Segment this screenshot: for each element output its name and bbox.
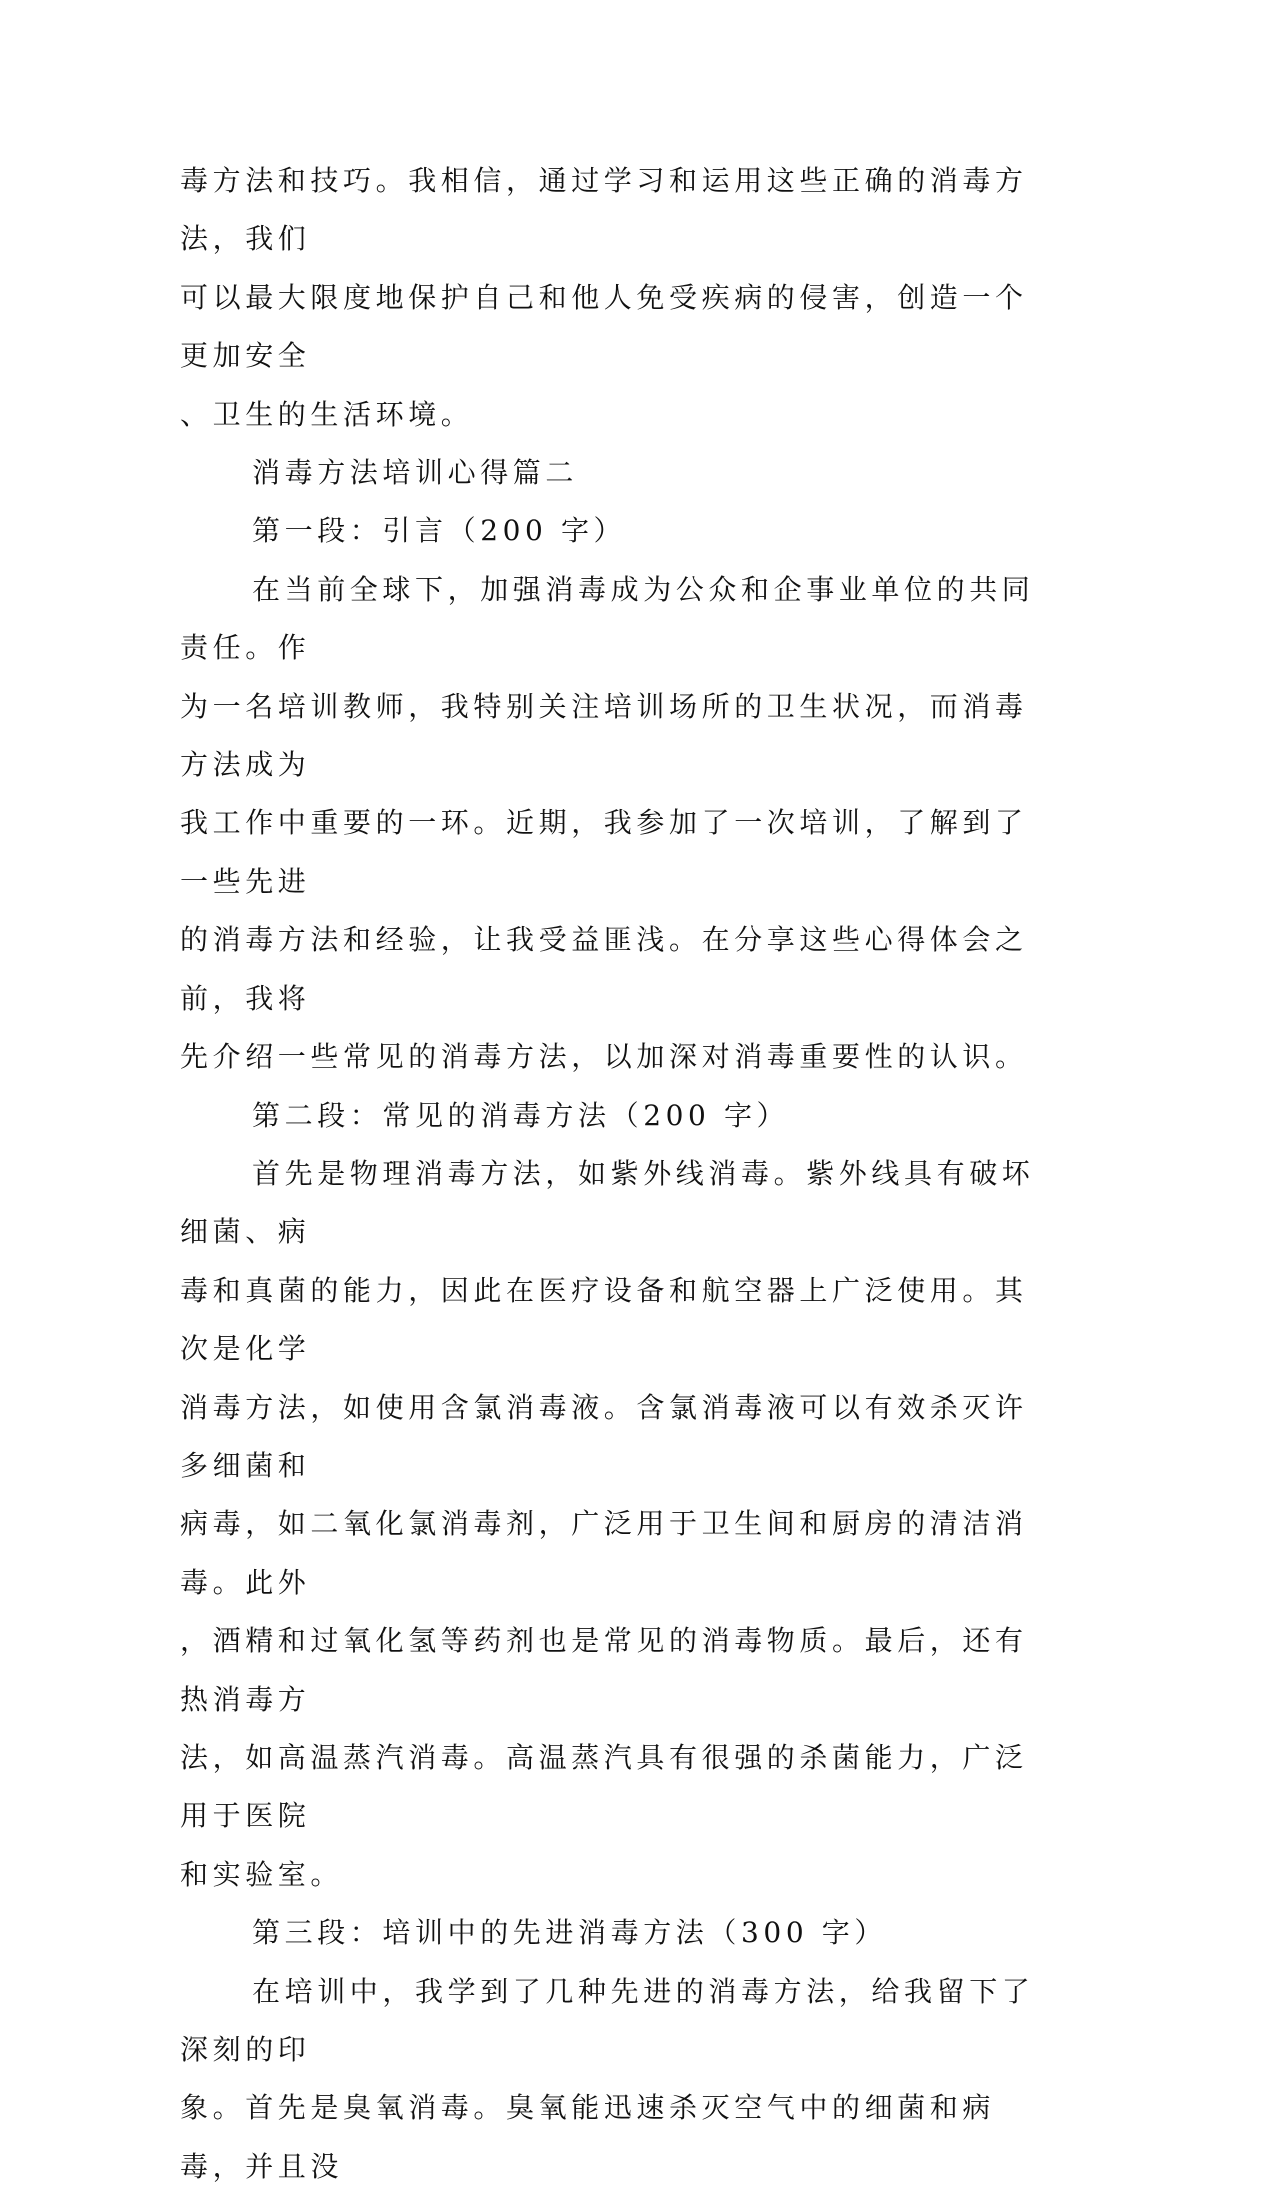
text-line: 第一段：引言（200 字） <box>252 514 627 548</box>
text-line: 第二段：常见的消毒方法（200 字） <box>252 1098 790 1132</box>
text-line: 法，如高温蒸汽消毒。高温蒸汽具有很强的杀菌能力，广泛用于医院 <box>180 1740 1028 1833</box>
document-body <box>180 152 1050 2196</box>
text-line: 象。首先是臭氧消毒。臭氧能迅速杀灭空气中的细菌和病毒，并且没 <box>180 2091 996 2183</box>
text-line: 第三段：培训中的先进消毒方法（300 字） <box>252 1916 887 1950</box>
paragraph-common-methods <box>180 1145 1050 1904</box>
paragraph-continuation <box>180 152 1050 444</box>
text-line: ，酒精和过氧化氢等药剂也是常见的消毒物质。最后，还有热消毒方 <box>180 1624 1028 1716</box>
text-line: 可以最大限度地保护自己和他人免受疾病的侵害，创造一个更加安全 <box>180 280 1028 373</box>
text-line: 消毒方法培训心得篇二 <box>252 456 579 490</box>
text-line: 在当前全球下，加强消毒成为公众和企事业单位的共同责任。作 <box>180 572 1035 665</box>
section-heading-1 <box>180 502 1050 560</box>
section-heading-3 <box>180 1904 1050 1962</box>
text-line: 病毒，如二氧化氯消毒剂，广泛用于卫生间和厨房的清洁消毒。此外 <box>180 1507 1028 1599</box>
text-line: 毒方法和技巧。我相信，通过学习和运用这些正确的消毒方法，我们 <box>180 164 1028 256</box>
text-line: 、卫生的生活环境。 <box>180 397 474 431</box>
section-title <box>180 444 1050 502</box>
text-line: 先介绍一些常见的消毒方法，以加深对消毒重要性的认识。 <box>180 1040 1028 1074</box>
text-line: 首先是物理消毒方法，如紫外线消毒。紫外线具有破坏细菌、病 <box>180 1156 1035 1249</box>
text-line: 在培训中，我学到了几种先进的消毒方法，给我留下了深刻的印 <box>180 1974 1035 2066</box>
text-line: 和实验室。 <box>180 1857 344 1891</box>
text-line: 为一名培训教师，我特别关注培训场所的卫生状况，而消毒方法成为 <box>180 689 1028 782</box>
paragraph-introduction <box>180 561 1050 1087</box>
text-line: 消毒方法，如使用含氯消毒液。含氯消毒液可以有效杀灭许多细菌和 <box>180 1390 1028 1482</box>
section-heading-2 <box>180 1087 1050 1145</box>
paragraph-advanced-methods <box>180 1963 1050 2196</box>
text-line: 的消毒方法和经验，让我受益匪浅。在分享这些心得体会之前，我将 <box>180 923 1028 1015</box>
text-line: 毒和真菌的能力，因此在医疗设备和航空器上广泛使用。其次是化学 <box>180 1273 1028 1366</box>
text-line: 我工作中重要的一环。近期，我参加了一次培训，了解到了一些先进 <box>180 806 1028 898</box>
